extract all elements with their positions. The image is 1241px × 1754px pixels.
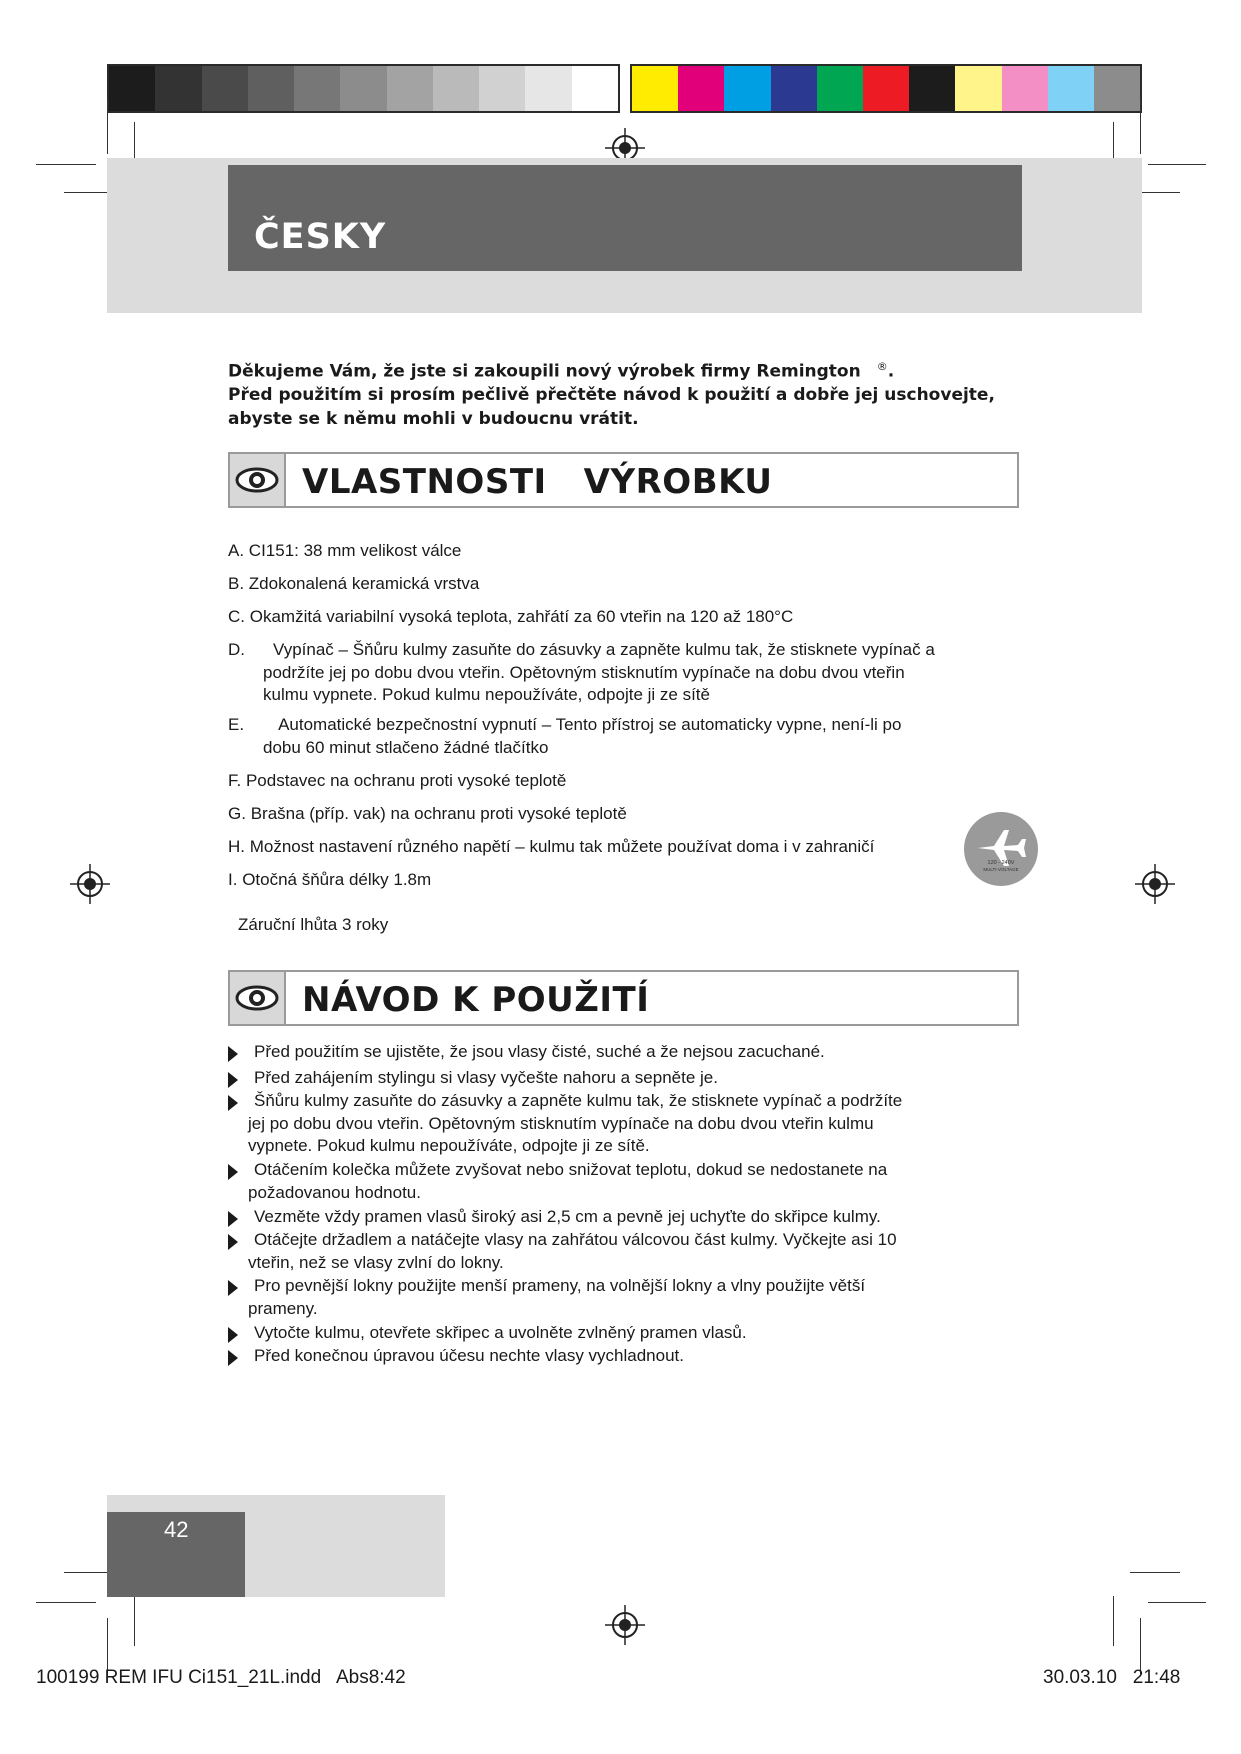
voltage-label: 120 - 240V — [987, 860, 1015, 866]
item-text: podržíte jej po dobu dvou vteřin. Opětovným stisknutím vypínače na dobu dvou vteřin — [263, 662, 905, 682]
feature-item — [228, 714, 1028, 759]
process-color-bar — [630, 64, 1142, 113]
color-swatch — [1094, 66, 1140, 111]
step-text: Vezměte vždy pramen vlasů široký asi 2,5 cm a pevně jej uchyťte do skřipce kulmy. — [254, 1207, 881, 1226]
color-swatch — [909, 66, 955, 111]
crop-mark — [134, 1596, 135, 1646]
intro-line-2: Před použitím si prosím pečlivě přečtěte návod k použití a dobře jej uschovejte, — [228, 385, 995, 406]
gray-swatch — [340, 66, 386, 111]
step-text: vypnete. Pokud kulmu nepoužíváte, odpojte ji ze sítě. — [248, 1136, 650, 1155]
color-swatch — [863, 66, 909, 111]
crop-mark — [1140, 98, 1141, 154]
item-text: Možnost nastavení různého napětí – kulmu tak můžete používat doma i v zahraničí — [249, 837, 875, 856]
eye-icon-box — [230, 972, 286, 1024]
gray-swatch — [294, 66, 340, 111]
item-text: Otočná šňůra délky 1.8m — [242, 870, 432, 889]
voltage-label: MULTI-VOLTAGE — [983, 867, 1019, 872]
multi-voltage-badge — [964, 812, 1038, 886]
feature-item — [228, 770, 1028, 793]
page-number: 42 — [164, 1517, 189, 1542]
gray-swatch — [387, 66, 433, 111]
bullet-arrow-icon — [228, 1095, 238, 1111]
footer-date: 30.03.10 21:48 — [1043, 1667, 1181, 1688]
color-swatch — [724, 66, 770, 111]
registration-target-icon — [1135, 864, 1175, 904]
gray-swatch — [202, 66, 248, 111]
crop-mark — [1130, 1572, 1180, 1573]
registration-target-icon — [605, 1605, 645, 1645]
crop-mark — [1140, 1618, 1141, 1674]
color-swatch — [1048, 66, 1094, 111]
step-text: Před zahájením stylingu si vlasy vyčešte nahoru a sepněte je. — [254, 1068, 718, 1087]
instruction-step — [228, 1159, 948, 1204]
item-letter: C. — [228, 607, 245, 626]
item-letter: E. — [228, 715, 245, 734]
intro-line-1-end: . — [887, 361, 895, 382]
usage-heading — [228, 970, 1019, 1026]
crop-mark — [107, 1618, 108, 1674]
step-text: Otáčejte držadlem a natáčejte vlasy na zahřátou válcovou část kulmy. Vyčkejte asi 10 — [254, 1230, 897, 1249]
step-text: požadovanou hodnotu. — [248, 1182, 421, 1202]
item-text: Brašna (příp. vak) na ochranu proti vysoké teplotě — [250, 804, 627, 823]
color-swatch — [817, 66, 863, 111]
features-heading — [228, 452, 1019, 508]
instruction-step — [228, 1206, 948, 1229]
intro-line — [228, 355, 1008, 384]
feature-item — [228, 869, 1028, 892]
color-swatch — [955, 66, 1001, 111]
gray-swatch — [572, 66, 618, 111]
step-text: Před konečnou úpravou účesu nechte vlasy vychladnout. — [254, 1346, 684, 1365]
gray-swatch — [155, 66, 201, 111]
footer-file-info: 100199 REM IFU Ci151_21L.indd Abs8:42 — [36, 1667, 406, 1688]
step-text: jej po dobu dvou vteřin. Opětovným stisknutím vypínače na dobu dvou vteřin kulmu — [248, 1113, 874, 1133]
step-text: prameny. — [248, 1298, 318, 1318]
item-text: Vypínač – Šňůru kulmy zasuňte do zásuvky a zapněte kulmu tak, že stisknete vypínač a — [273, 640, 935, 659]
airplane-icon — [964, 812, 1038, 886]
item-letter: B. — [228, 574, 245, 593]
bullet-arrow-icon — [228, 1280, 238, 1296]
step-text: Vytočte kulmu, otevřete skřipec a uvolněte zvlněný pramen vlasů. — [254, 1323, 747, 1342]
registered-mark: ® — [876, 360, 888, 373]
instruction-step — [228, 1345, 948, 1368]
gray-swatch — [479, 66, 525, 111]
feature-item — [228, 540, 1028, 563]
feature-item — [228, 606, 1028, 629]
usage-title: NÁVOD K POUŽITÍ — [302, 980, 650, 1020]
item-text: kulmu vypnete. Pokud kulmu nepoužíváte, odpojte ji ze sítě — [263, 685, 710, 704]
color-swatch — [678, 66, 724, 111]
item-letter: F. — [228, 771, 242, 790]
item-text: Okamžitá variabilní vysoká teplota, zahřátí za 60 vteřin na 120 až 180°C — [249, 607, 794, 626]
instruction-step — [228, 1229, 948, 1274]
instruction-step — [228, 1090, 948, 1158]
gray-swatch — [248, 66, 294, 111]
crop-mark — [1148, 164, 1206, 165]
crop-mark — [1113, 1596, 1114, 1646]
crop-mark — [1148, 1602, 1206, 1603]
step-text: Před použitím se ujistěte, že jsou vlasy čisté, suché a že nejsou zacuchané. — [254, 1042, 825, 1061]
bullet-arrow-icon — [228, 1046, 238, 1062]
item-text: Zdokonalená keramická vrstva — [248, 574, 480, 593]
eye-icon — [235, 983, 279, 1013]
step-text: vteřin, než se vlasy zvlní do lokny. — [248, 1252, 504, 1272]
bullet-arrow-icon — [228, 1350, 238, 1366]
crop-mark — [36, 1602, 96, 1603]
item-letter: H. — [228, 837, 245, 856]
item-letter: D. — [228, 640, 245, 659]
feature-item — [228, 836, 1028, 859]
intro-text — [228, 355, 1008, 431]
instruction-step — [228, 1322, 948, 1345]
warranty-text: Záruční lhůta 3 roky — [238, 915, 389, 934]
gray-swatch — [433, 66, 479, 111]
eye-icon-box — [230, 454, 286, 506]
bullet-arrow-icon — [228, 1211, 238, 1227]
feature-item — [228, 803, 1028, 826]
item-letter: A. — [228, 541, 245, 560]
bullet-arrow-icon — [228, 1072, 238, 1088]
bullet-arrow-icon — [228, 1327, 238, 1343]
intro-line-1: Děkujeme Vám, že jste si zakoupili nový výrobek firmy Remington — [228, 361, 861, 382]
crop-mark — [36, 164, 96, 165]
feature-item — [228, 573, 1028, 596]
eye-icon — [235, 465, 279, 495]
crop-mark — [107, 98, 108, 154]
item-text: dobu 60 minut stlačeno žádné tlačítko — [263, 737, 549, 757]
gray-swatch — [525, 66, 571, 111]
registration-target-icon — [70, 864, 110, 904]
item-letter: I. — [228, 870, 238, 889]
item-letter: G. — [228, 804, 246, 823]
gray-swatch — [109, 66, 155, 111]
instruction-step — [228, 1067, 948, 1090]
instruction-step — [228, 1041, 948, 1064]
item-text: CI151: 38 mm velikost válce — [248, 541, 462, 560]
grayscale-color-bar — [107, 64, 620, 113]
step-text: Otáčením kolečka můžete zvyšovat nebo snižovat teplotu, dokud se nedostanete na — [254, 1160, 888, 1179]
bullet-arrow-icon — [228, 1234, 238, 1250]
bullet-arrow-icon — [228, 1164, 238, 1180]
language-title: ČESKY — [254, 217, 387, 257]
color-swatch — [1002, 66, 1048, 111]
intro-line-3: abyste se k němu mohli v budoucnu vrátit. — [228, 408, 639, 429]
item-text: Podstavec na ochranu proti vysoké teplotě — [245, 771, 567, 790]
feature-item — [228, 639, 1028, 707]
step-text: Šňůru kulmy zasuňte do zásuvky a zapněte kulmu tak, že stisknete vypínač a podržíte — [254, 1091, 903, 1110]
instruction-step — [228, 1275, 948, 1320]
item-text: Automatické bezpečnostní vypnutí – Tento přístroj se automaticky vypne, není-li po — [278, 715, 902, 734]
color-swatch — [632, 66, 678, 111]
step-text: Pro pevnější lokny použijte menší prameny, na volnější lokny a vlny použijte větší — [254, 1276, 866, 1295]
color-swatch — [771, 66, 817, 111]
features-title: VLASTNOSTI VÝROBKU — [302, 462, 773, 502]
